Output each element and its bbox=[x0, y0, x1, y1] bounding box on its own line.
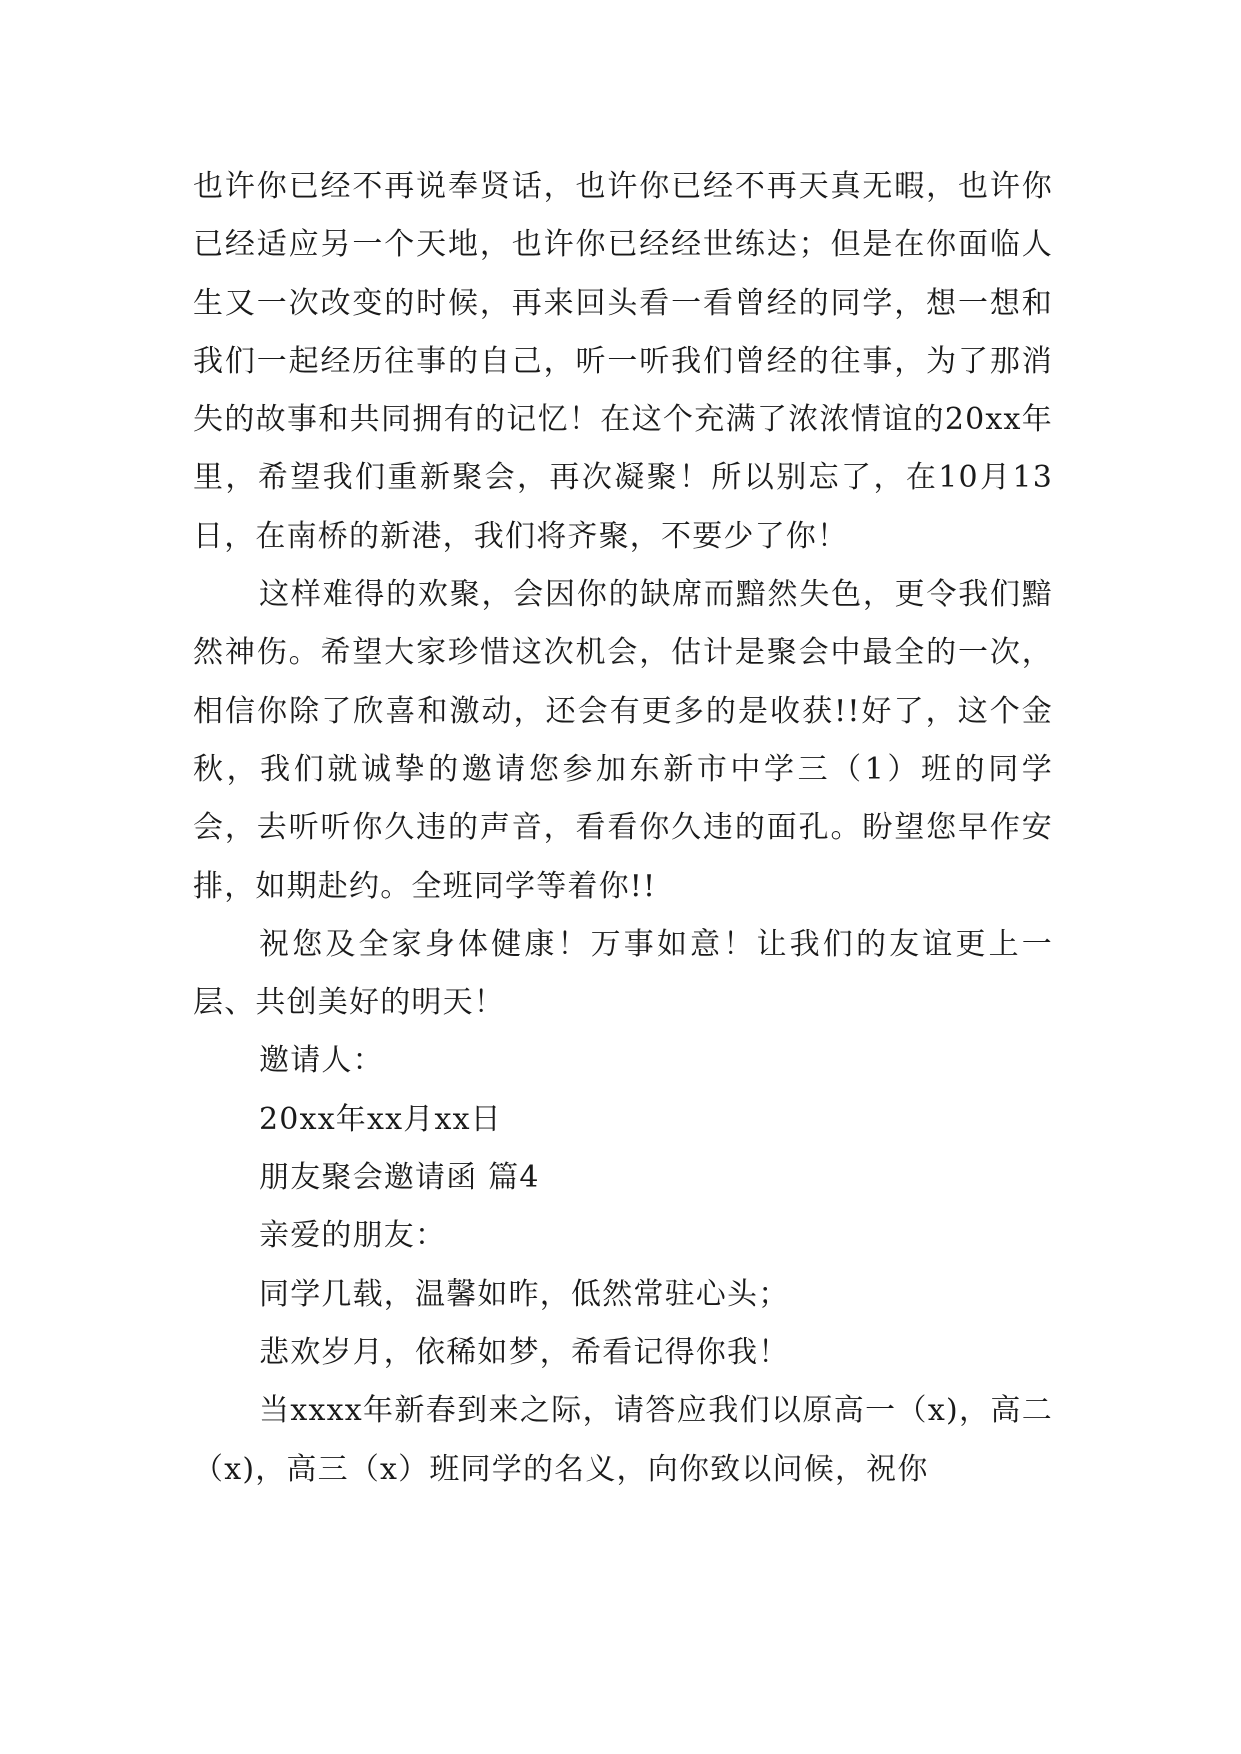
salutation: 亲爱的朋友： bbox=[259, 1218, 447, 1254]
paragraph-new-year: 当xxxx年新春到来之际，请答应我们以原高一（x)，高二（x)，高三（x）班同学的名义，向你致以问候，祝你 bbox=[193, 1393, 1053, 1487]
paragraph-wishes: 祝您及全家身体健康！万事如意！让我们的友谊更上一层、共创美好的明天！ bbox=[193, 926, 1053, 1021]
paragraph-memories: 也许你已经不再说奉贤话，也许你已经不再天真无暇，也许你已经适应另一个天地，也许你已经经世练达；但是在你面临人生又一次改变的时候，再来回头看一看曾经的同学，想一想和我们一起经历往事的自己，听一听我们曾经的往事，为了那消失的故事和共同拥有的记忆！在这个充满了浓浓情谊的20xx年里，希望我们重新聚会，再次凝聚！所以别忘了，在10月13日，在南桥的新港，我们将齐聚，不要少了你！ bbox=[193, 169, 1053, 554]
verse-line-2: 悲欢岁月，依稀如梦，希看记得你我！ bbox=[259, 1334, 790, 1370]
verse-line-1: 同学几载，温馨如昨，低然常驻心头； bbox=[259, 1276, 790, 1312]
paragraph-invitation: 这样难得的欢聚，会因你的缺席而黯然失色，更令我们黯然神伤。希望大家珍惜这次机会，估计是聚会中最全的一次，相信你除了欣喜和激动，还会有更多的是收获!!好了，这个金秋，我们就诚挚的邀请您参加东新市中学三（1）班的同学会，去听听你久违的声音，看看你久违的面孔。盼望您早作安排，如期赴约。全班同学等着你!! bbox=[193, 577, 1053, 904]
inviter-label: 邀请人： bbox=[259, 1043, 384, 1079]
document-body bbox=[193, 158, 1053, 1499]
section-heading: 朋友聚会邀请函 篇4 bbox=[259, 1160, 540, 1196]
date-line: 20xx年xx月xx日 bbox=[259, 1101, 502, 1137]
